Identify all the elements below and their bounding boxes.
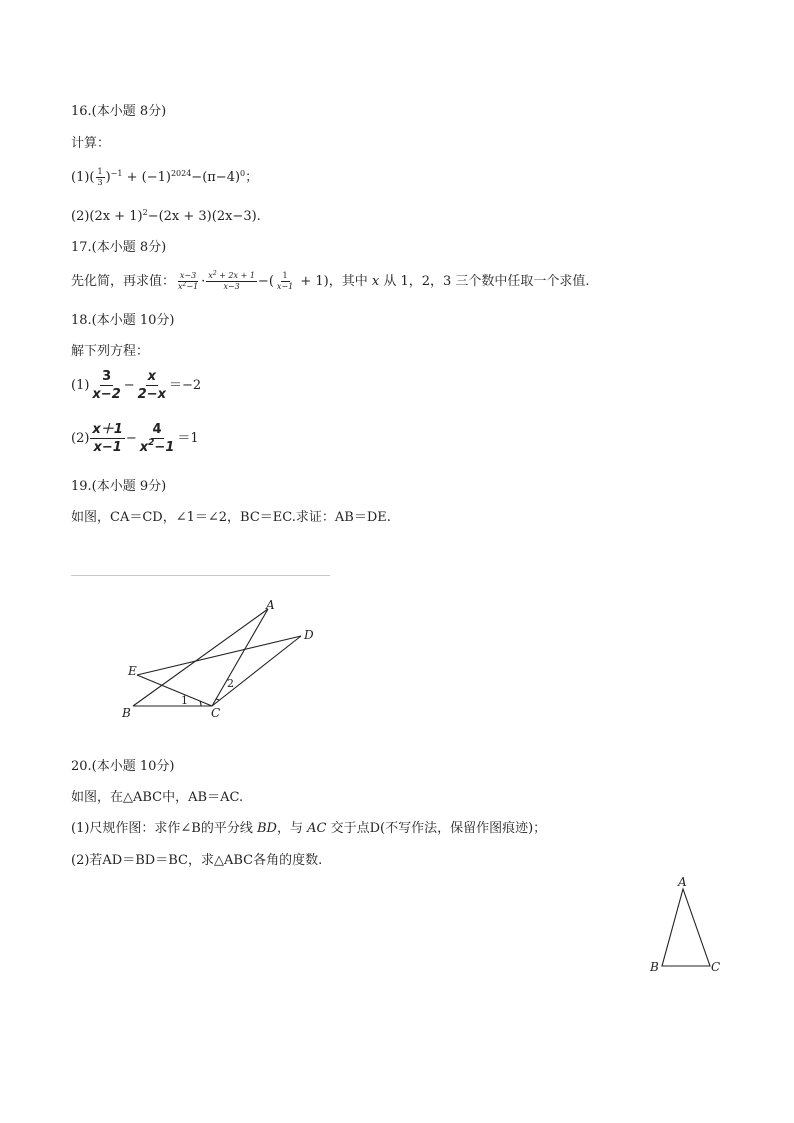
label-b: B [650, 960, 659, 974]
q16-part2 [71, 208, 261, 226]
numerator: 4 [152, 422, 162, 437]
denominator [138, 439, 177, 456]
term: x [208, 271, 213, 280]
paren: ) [105, 170, 111, 185]
label-c: C [211, 706, 221, 720]
numerator: x [147, 369, 157, 384]
equation-rhs: ＝1 [177, 431, 199, 446]
segment-bd-label: BD [257, 821, 277, 836]
q20-header: 20.(本小题 10分) [71, 759, 175, 774]
q20-part1 [71, 820, 546, 838]
fraction-one-third [96, 167, 105, 188]
equation-rhs: ＝−2 [168, 378, 202, 393]
term: x [178, 282, 183, 291]
label-a: A [678, 875, 687, 889]
dot-operator: · [201, 274, 206, 289]
denominator: 2−x [137, 387, 166, 402]
denominator: x−2 [92, 387, 121, 402]
label-a: A [266, 598, 275, 612]
numerator: x＋1 [92, 422, 123, 437]
equation-label: (1) [71, 378, 90, 393]
q16-part1-label: (1) [71, 170, 90, 185]
q19-header: 19.(本小题 9分) [71, 479, 167, 494]
q17-header: 17.(本小题 8分) [71, 240, 167, 255]
q20-text: 如图，在△ABC中，AB＝AC. [71, 790, 244, 805]
angle-1-arc [200, 701, 201, 706]
expression-text: −( [257, 274, 274, 289]
q18-header: 18.(本小题 10分) [71, 313, 175, 328]
fraction [90, 368, 122, 403]
denominator: x−1 [276, 282, 294, 291]
text-run: ，与 [276, 821, 308, 836]
numerator: 3 [102, 369, 112, 384]
expression-text: (2)(2x + 1) [71, 209, 143, 224]
expression-text: −(2x + 3)(2x−3). [147, 209, 261, 224]
fraction [176, 271, 200, 292]
q20-figure [645, 870, 735, 980]
denominator: 3 [97, 178, 103, 187]
fraction [206, 271, 257, 292]
segment-ec [137, 675, 212, 706]
numerator [206, 271, 257, 282]
divider [71, 575, 330, 576]
fraction [136, 368, 168, 403]
text-run: 交于点D(不写作法，保留作图痕迹)； [326, 821, 547, 836]
q17-body [71, 268, 590, 296]
angle-2-arc [216, 699, 219, 700]
operator: − [125, 431, 137, 446]
term: −1 [186, 282, 199, 291]
q16-intro: 计算： [71, 136, 111, 151]
q19-figure [100, 590, 340, 730]
exponent: 0 [240, 169, 246, 178]
fraction [138, 421, 177, 456]
q16-header: 16.(本小题 8分) [71, 104, 167, 119]
expression-text: + (−1) [122, 170, 171, 185]
label-b: B [122, 706, 131, 720]
angle-2-label: 2 [227, 677, 234, 690]
term: −1 [154, 440, 175, 455]
numerator: 1 [97, 167, 103, 176]
text-run: (1)尺规作图：求作∠B的平分线 [71, 821, 257, 836]
q18-intro: 解下列方程： [71, 344, 150, 359]
term: + 2x + 1 [216, 271, 255, 280]
label-e: E [128, 664, 137, 678]
equation-label: (2) [71, 431, 90, 446]
q17-lead: 先化简，再求值： [71, 274, 176, 289]
exponent: 2 [182, 281, 187, 288]
label-c: C [711, 960, 721, 974]
exponent: 2 [212, 270, 217, 277]
expression-text: ； [245, 170, 259, 185]
expression-text: −(π−4) [191, 170, 241, 185]
q19-text: 如图，CA＝CD，∠1＝∠2，BC＝EC.求证：AB＝DE. [71, 510, 391, 525]
segment-ab [133, 609, 268, 706]
exponent: 2 [148, 438, 155, 448]
fraction [275, 271, 295, 292]
q16-part1 [71, 167, 258, 189]
denominator: x−3 [223, 282, 240, 291]
exponent: 2 [142, 208, 148, 217]
denominator: x−1 [93, 440, 122, 455]
denominator [176, 282, 200, 292]
q18-equation1 [71, 366, 201, 406]
fraction [90, 421, 124, 456]
segment-ac-label: AC [307, 821, 327, 836]
label-d: D [304, 628, 314, 642]
triangle-abc [662, 889, 710, 966]
exponent: −1 [110, 169, 123, 178]
paren: ( [89, 170, 95, 185]
numerator: 1 [282, 271, 288, 280]
numerator: x−3 [179, 271, 197, 280]
exponent: 2024 [170, 169, 192, 178]
term: x [139, 440, 149, 455]
variable-x: x [371, 274, 380, 289]
operator: − [123, 378, 135, 393]
expression-text: + 1)，其中 [296, 274, 372, 289]
angle-1-label: 1 [181, 694, 188, 707]
segment-ca [212, 609, 268, 706]
q18-equation2 [71, 417, 199, 461]
expression-text: 从 1，2，3 三个数中任取一个求值. [379, 274, 590, 289]
q20-part2: (2)若AD＝BD＝BC，求△ABC各角的度数. [71, 853, 323, 868]
